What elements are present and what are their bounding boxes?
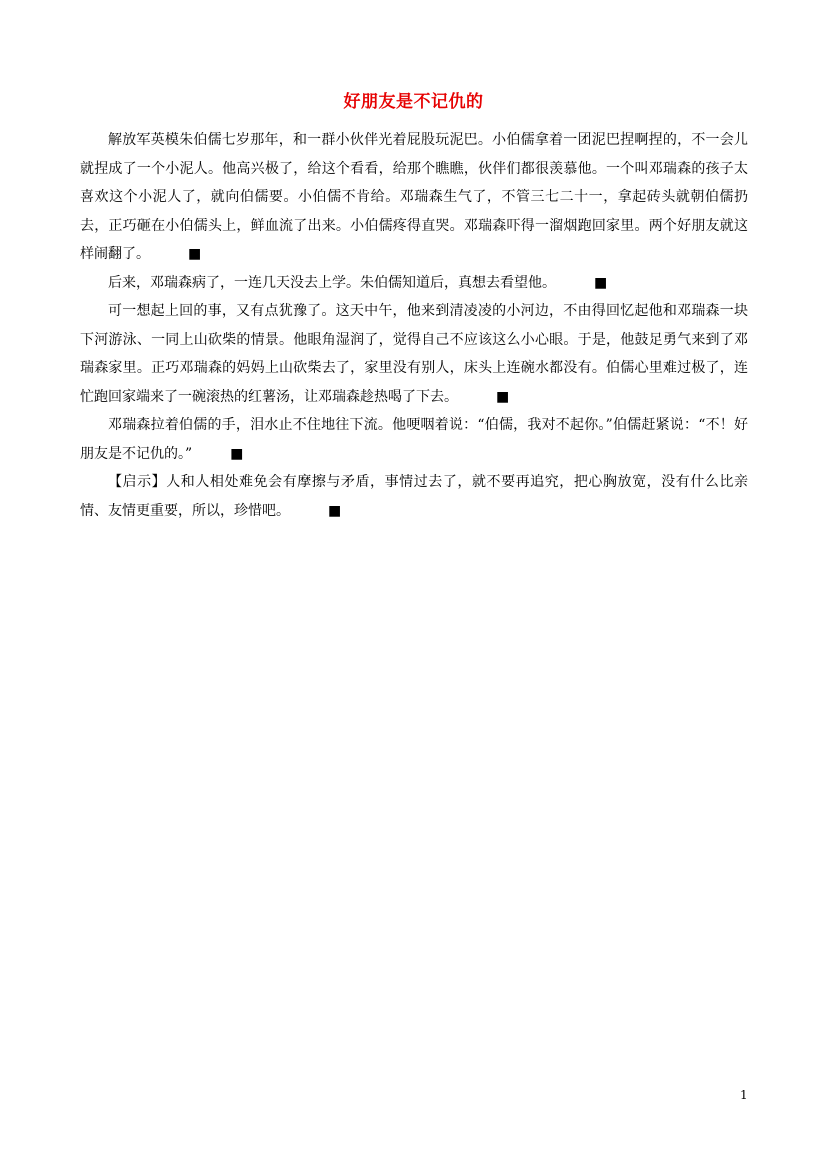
end-mark-3: ■ <box>496 388 510 405</box>
paragraph-4-text: 邓瑞森拉着伯儒的手，泪水止不住地往下流。他哽咽着说：“伯儒，我对不起你。”伯儒赶紧说：“不！好朋友是不记仇的。” <box>80 417 748 462</box>
paragraph-3 <box>80 297 748 411</box>
paragraph-5-text: 【启示】人和人相处难免会有摩擦与矛盾，事情过去了，就不要再追究，把心胸放宽，没有什么比亲情、友情更重要，所以，珍惜吧。 <box>80 474 748 519</box>
paragraph-2-text: 后来，邓瑞森病了，一连几天没去上学。朱伯儒知道后，真想去看望他。 <box>108 274 556 291</box>
paragraph-1 <box>80 126 748 269</box>
end-mark-5: ■ <box>328 502 342 519</box>
paragraph-5 <box>80 468 748 525</box>
paragraph-1-text: 解放军英模朱伯儒七岁那年，和一群小伙伴光着屁股玩泥巴。小伯儒拿着一团泥巴捏啊捏的，不一会儿就捏成了一个小泥人。他高兴极了，给这个看看，给那个瞧瞧，伙伴们都很羡慕他。一个叫邓瑞森的孩子太喜欢这个小泥人了，就向伯儒要。小伯儒不肯给。邓瑞森生气了，不管三七二十一，拿起砖头就朝伯儒扔去，正巧砸在小伯儒头上，鲜血流了出来。小伯儒疼得直哭。邓瑞森吓得一溜烟跑回家里。两个好朋友就这样闹翻了。 <box>80 132 748 262</box>
end-mark-1: ■ <box>188 246 202 262</box>
end-mark-2: ■ <box>594 274 608 291</box>
document-title: 好朋友是不记仇的 <box>343 92 484 112</box>
end-mark-4: ■ <box>230 445 244 462</box>
paragraph-3-text: 可一想起上回的事，又有点犹豫了。这天中午，他来到清凌凌的小河边，不由得回忆起他和邓瑞森一块下河游泳、一同上山砍柴的情景。他眼角湿润了，觉得自己不应该这么小心眼。于是，他鼓足勇气来到了邓瑞森家里。正巧邓瑞森的妈妈上山砍柴去了，家里没有别人，床头上连碗水都没有。伯儒心里难过极了，连忙跑回家端来了一碗滚热的红薯汤，让邓瑞森趁热喝了下去。 <box>80 303 748 405</box>
paragraph-2 <box>80 269 748 298</box>
paragraph-4 <box>80 411 748 468</box>
document-body <box>80 126 748 525</box>
page-number: 1 <box>740 1088 748 1102</box>
